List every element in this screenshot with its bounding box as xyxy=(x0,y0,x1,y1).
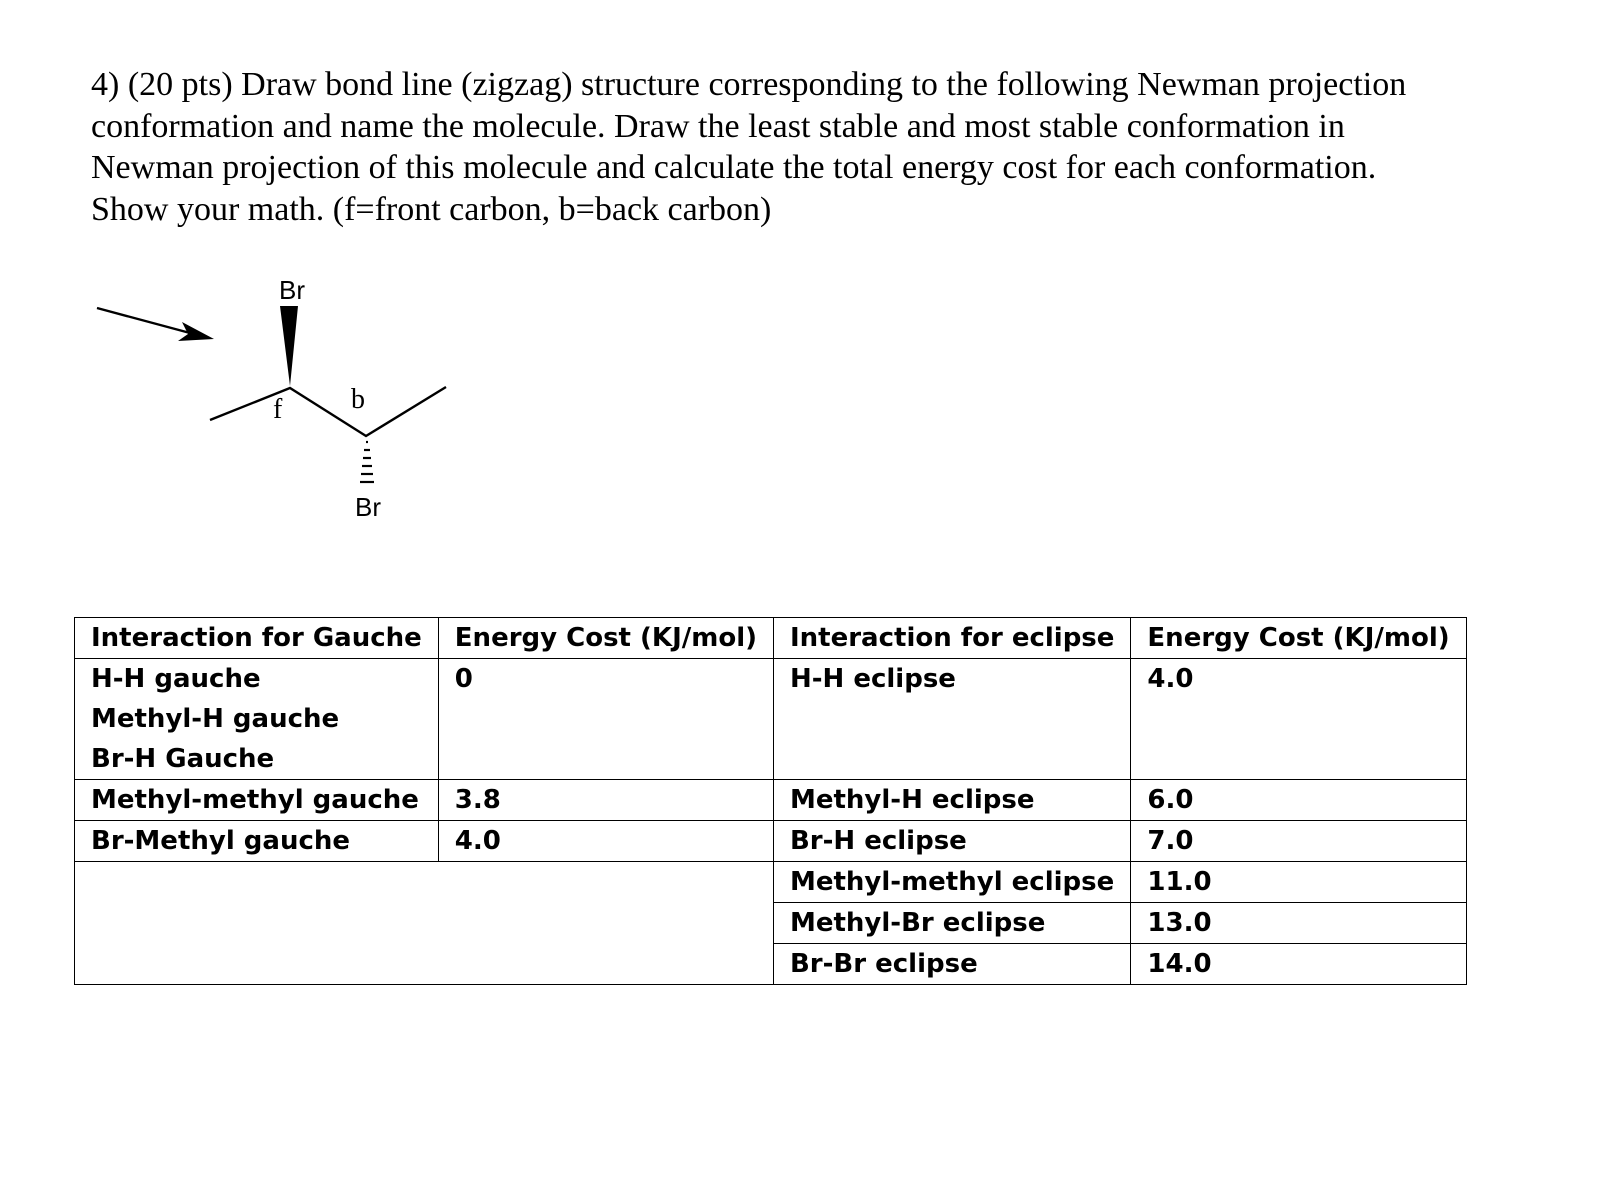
eclipse-interaction: Methyl-Br eclipse xyxy=(773,903,1130,944)
empty-gauche-cell xyxy=(75,862,774,985)
hashed-bond xyxy=(360,442,374,482)
eclipse-interaction: Methyl-methyl eclipse xyxy=(773,862,1130,903)
question-text xyxy=(91,64,1561,230)
gauche-energy-cost: 3.8 xyxy=(438,780,773,821)
table-row xyxy=(75,862,1467,903)
table-row xyxy=(75,780,1467,821)
viewing-arrow-shaft xyxy=(97,308,190,333)
question-line-4: Show your math. (f=front carbon, b=back carbon) xyxy=(91,190,772,228)
wedge-bond xyxy=(280,306,298,386)
gauche-interaction: H-H gauche xyxy=(91,664,261,694)
gauche-energy-cost: 4.0 xyxy=(438,821,773,862)
top-bromine-label: Br xyxy=(279,275,305,305)
gauche-interaction-cell xyxy=(75,659,439,780)
eclipse-interaction: Br-Br eclipse xyxy=(773,944,1130,985)
gauche-energy-cost: 0 xyxy=(438,659,773,780)
question-line-1: 4) (20 pts) Draw bond line (zigzag) structure corresponding to the following Newman projection xyxy=(91,66,1407,103)
question-line-2: conformation and name the molecule. Draw the least stable and most stable conformation in xyxy=(91,107,1345,145)
header-gauche-energy: Energy Cost (KJ/mol) xyxy=(438,618,773,659)
eclipse-energy-cost: 7.0 xyxy=(1131,821,1466,862)
front-carbon-label: f xyxy=(273,394,283,425)
molecule-structure xyxy=(0,270,500,560)
energy-cost-table xyxy=(74,617,1467,985)
back-carbon-label: b xyxy=(351,384,365,415)
header-eclipse-energy: Energy Cost (KJ/mol) xyxy=(1131,618,1466,659)
eclipse-interaction: Br-H eclipse xyxy=(773,821,1130,862)
gauche-interaction: Methyl-H gauche xyxy=(91,704,340,734)
gauche-interaction: Br-H Gauche xyxy=(91,744,275,774)
header-eclipse-interaction: Interaction for eclipse xyxy=(773,618,1130,659)
eclipse-energy-cost: 6.0 xyxy=(1131,780,1466,821)
question-line-3: Newman projection of this molecule and calculate the total energy cost for each conformation. xyxy=(91,149,1377,186)
table-header-row xyxy=(75,618,1467,659)
gauche-interaction: Methyl-methyl gauche xyxy=(75,780,439,821)
eclipse-interaction: H-H eclipse xyxy=(773,659,1130,780)
bottom-bromine-label: Br xyxy=(355,492,381,522)
eclipse-energy-cost: 11.0 xyxy=(1131,862,1466,903)
gauche-interaction: Br-Methyl gauche xyxy=(75,821,439,862)
table-row xyxy=(75,659,1467,780)
eclipse-energy-cost: 13.0 xyxy=(1131,903,1466,944)
carbon-skeleton xyxy=(210,387,446,436)
eclipse-energy-cost: 4.0 xyxy=(1131,659,1466,780)
table-row xyxy=(75,821,1467,862)
eclipse-interaction: Methyl-H eclipse xyxy=(773,780,1130,821)
header-gauche-interaction: Interaction for Gauche xyxy=(75,618,439,659)
eclipse-energy-cost: 14.0 xyxy=(1131,944,1466,985)
